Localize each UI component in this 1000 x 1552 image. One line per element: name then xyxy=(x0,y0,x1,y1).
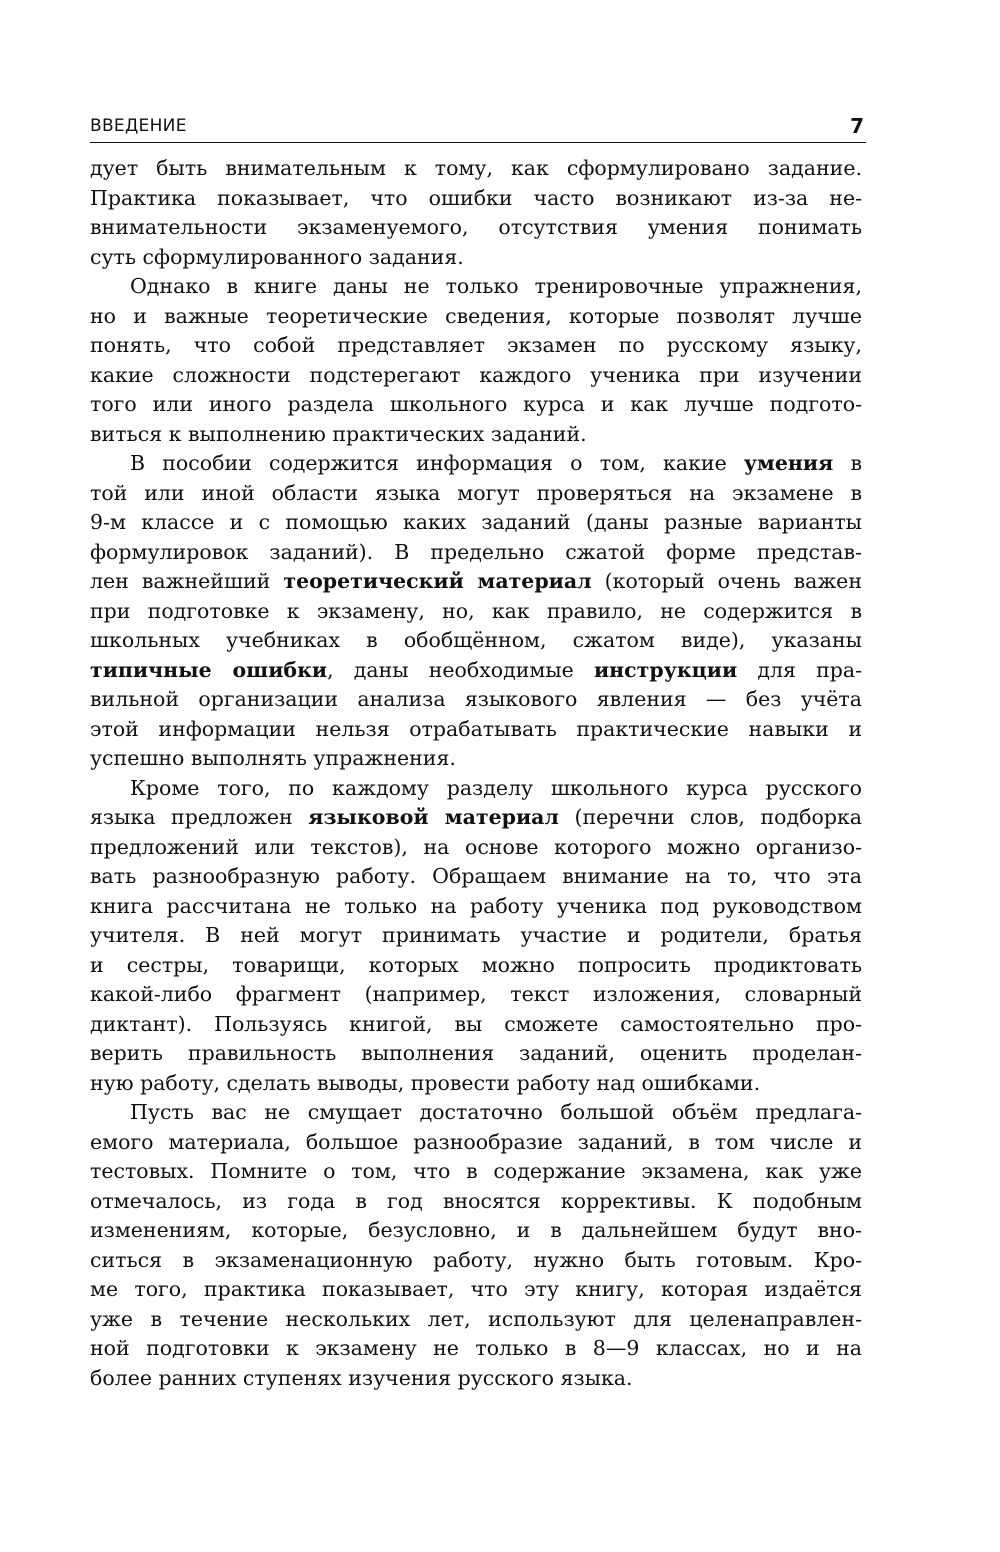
text-line: вильной организации анализа языкового явления — без учёта xyxy=(90,687,862,711)
bold-term: теоретический материал xyxy=(283,569,592,593)
text-line xyxy=(90,803,862,833)
text-run: (который очень важен xyxy=(591,569,862,593)
text-line: того или иного раздела школьного курса и как лучше подгото- xyxy=(90,392,862,416)
text-line: Пусть вас не смущает достаточно большой объём предлагa- xyxy=(130,1100,862,1124)
running-header xyxy=(90,116,866,143)
text-line: диктант). Пользуясь книгой, вы сможете самостоятельно про- xyxy=(90,1011,862,1036)
body-text xyxy=(90,154,862,1393)
text-line: более ранних ступенях изучения русского языка. xyxy=(90,1365,633,1390)
text-line: школьных учебниках в обобщённом, сжатом виде), указаны xyxy=(90,628,862,652)
text-line: отмечалось, из года в год вносятся коррективы. К подобным xyxy=(90,1188,862,1213)
text-line: формулировок заданий). В предельно сжатой форме представ- xyxy=(90,539,862,564)
text-line: суть сформулированного задания. xyxy=(90,244,464,269)
text-line: этой информации нельзя отрабатывать практические навыки и xyxy=(90,716,862,741)
text-line: но и важные теоретические сведения, которые позволят лучше xyxy=(90,303,862,328)
paragraph-3 xyxy=(90,449,862,774)
text-run: для пра- xyxy=(737,657,863,682)
text-line: и сестры, товарищи, которых можно попросить продиктовать xyxy=(90,952,862,977)
bold-term: инструкции xyxy=(593,657,738,682)
text-run: языка предложен xyxy=(90,805,309,829)
text-line: изменениям, которые, безусловно, и в дальнейшем будут вно- xyxy=(90,1218,862,1242)
text-line: ную работу, сделать выводы, провести работу над ошибками. xyxy=(90,1070,761,1095)
text-line: предложений или текстов), на основе которого можно организо- xyxy=(90,834,862,859)
text-line: понять, что собой представляет экзамен по русскому языку, xyxy=(90,333,862,357)
text-line: дует быть внимательным к тому, как сформулировано задание. xyxy=(90,156,862,180)
paragraph-4 xyxy=(90,774,862,1099)
text-line xyxy=(90,656,862,686)
text-line: какой-либо фрагмент (например, текст изложения, словарный xyxy=(90,982,862,1006)
text-line: книга рассчитана не только на работу ученика под руководством xyxy=(90,893,862,918)
text-line: виться к выполнению практических заданий. xyxy=(90,421,587,446)
bold-term: языковой материал xyxy=(308,805,559,829)
text-run: В пособии содержится информация о том, какие xyxy=(130,451,744,475)
text-line xyxy=(90,567,862,597)
paragraph-1 xyxy=(90,154,862,272)
text-line xyxy=(90,449,862,479)
text-run: лен важнейший xyxy=(90,569,284,593)
paragraph-2 xyxy=(90,272,862,449)
text-line: ме того, практика показывает, что эту книгу, которая издаётся xyxy=(90,1277,862,1301)
text-run: в xyxy=(833,451,862,475)
text-line: Практика показывает, что ошибки часто возникают из-за не- xyxy=(90,185,862,210)
text-line: внимательности экзаменуемого, отсутствия умения понимать xyxy=(90,215,862,239)
text-run: (перечни слов, подборка xyxy=(558,805,862,829)
text-line: при подготовке к экзамену, но, как правило, не содержится в xyxy=(90,598,862,623)
text-line: верить правильность выполнения заданий, оценить проделан- xyxy=(90,1041,862,1065)
text-line: учителя. В ней могут принимать участие и родители, братья xyxy=(90,923,862,947)
bold-term: умения xyxy=(743,451,834,475)
text-line: емого материала, большое разнообразие заданий, в том числе и xyxy=(90,1129,862,1154)
text-line: какие сложности подстерегают каждого ученика при изучении xyxy=(90,362,862,387)
text-line: ситься в экзаменационную работу, нужно быть готовым. Кро- xyxy=(90,1247,862,1272)
page-number: 7 xyxy=(850,114,864,138)
text-line: 9-м классе и с помощью каких заданий (даны разные варианты xyxy=(90,510,862,534)
bold-term: типичные ошибки xyxy=(90,657,328,682)
text-line: той или иной области языка могут проверяться на экзамене в xyxy=(90,480,862,505)
text-line: вать разнообразную работу. Обращаем внимание на то, что эта xyxy=(90,864,862,888)
text-line: Кроме того, по каждому разделу школьного курса русского xyxy=(130,775,862,800)
text-line: уже в течение нескольких лет, используют для целенаправлен- xyxy=(90,1306,862,1331)
text-line: Однако в книге даны не только тренировочные упражнения, xyxy=(130,274,862,298)
paragraph-5 xyxy=(90,1098,862,1393)
text-line: ной подготовки к экзамену не только в 8—9 классах, но и на xyxy=(90,1336,862,1360)
text-line: успешно выполнять упражнения. xyxy=(90,746,456,770)
text-line: тестовых. Помните о том, что в содержание экзамена, как уже xyxy=(90,1159,862,1183)
running-title: ВВЕДЕНИЕ xyxy=(90,116,187,136)
text-run: , даны необходимые xyxy=(327,657,594,682)
